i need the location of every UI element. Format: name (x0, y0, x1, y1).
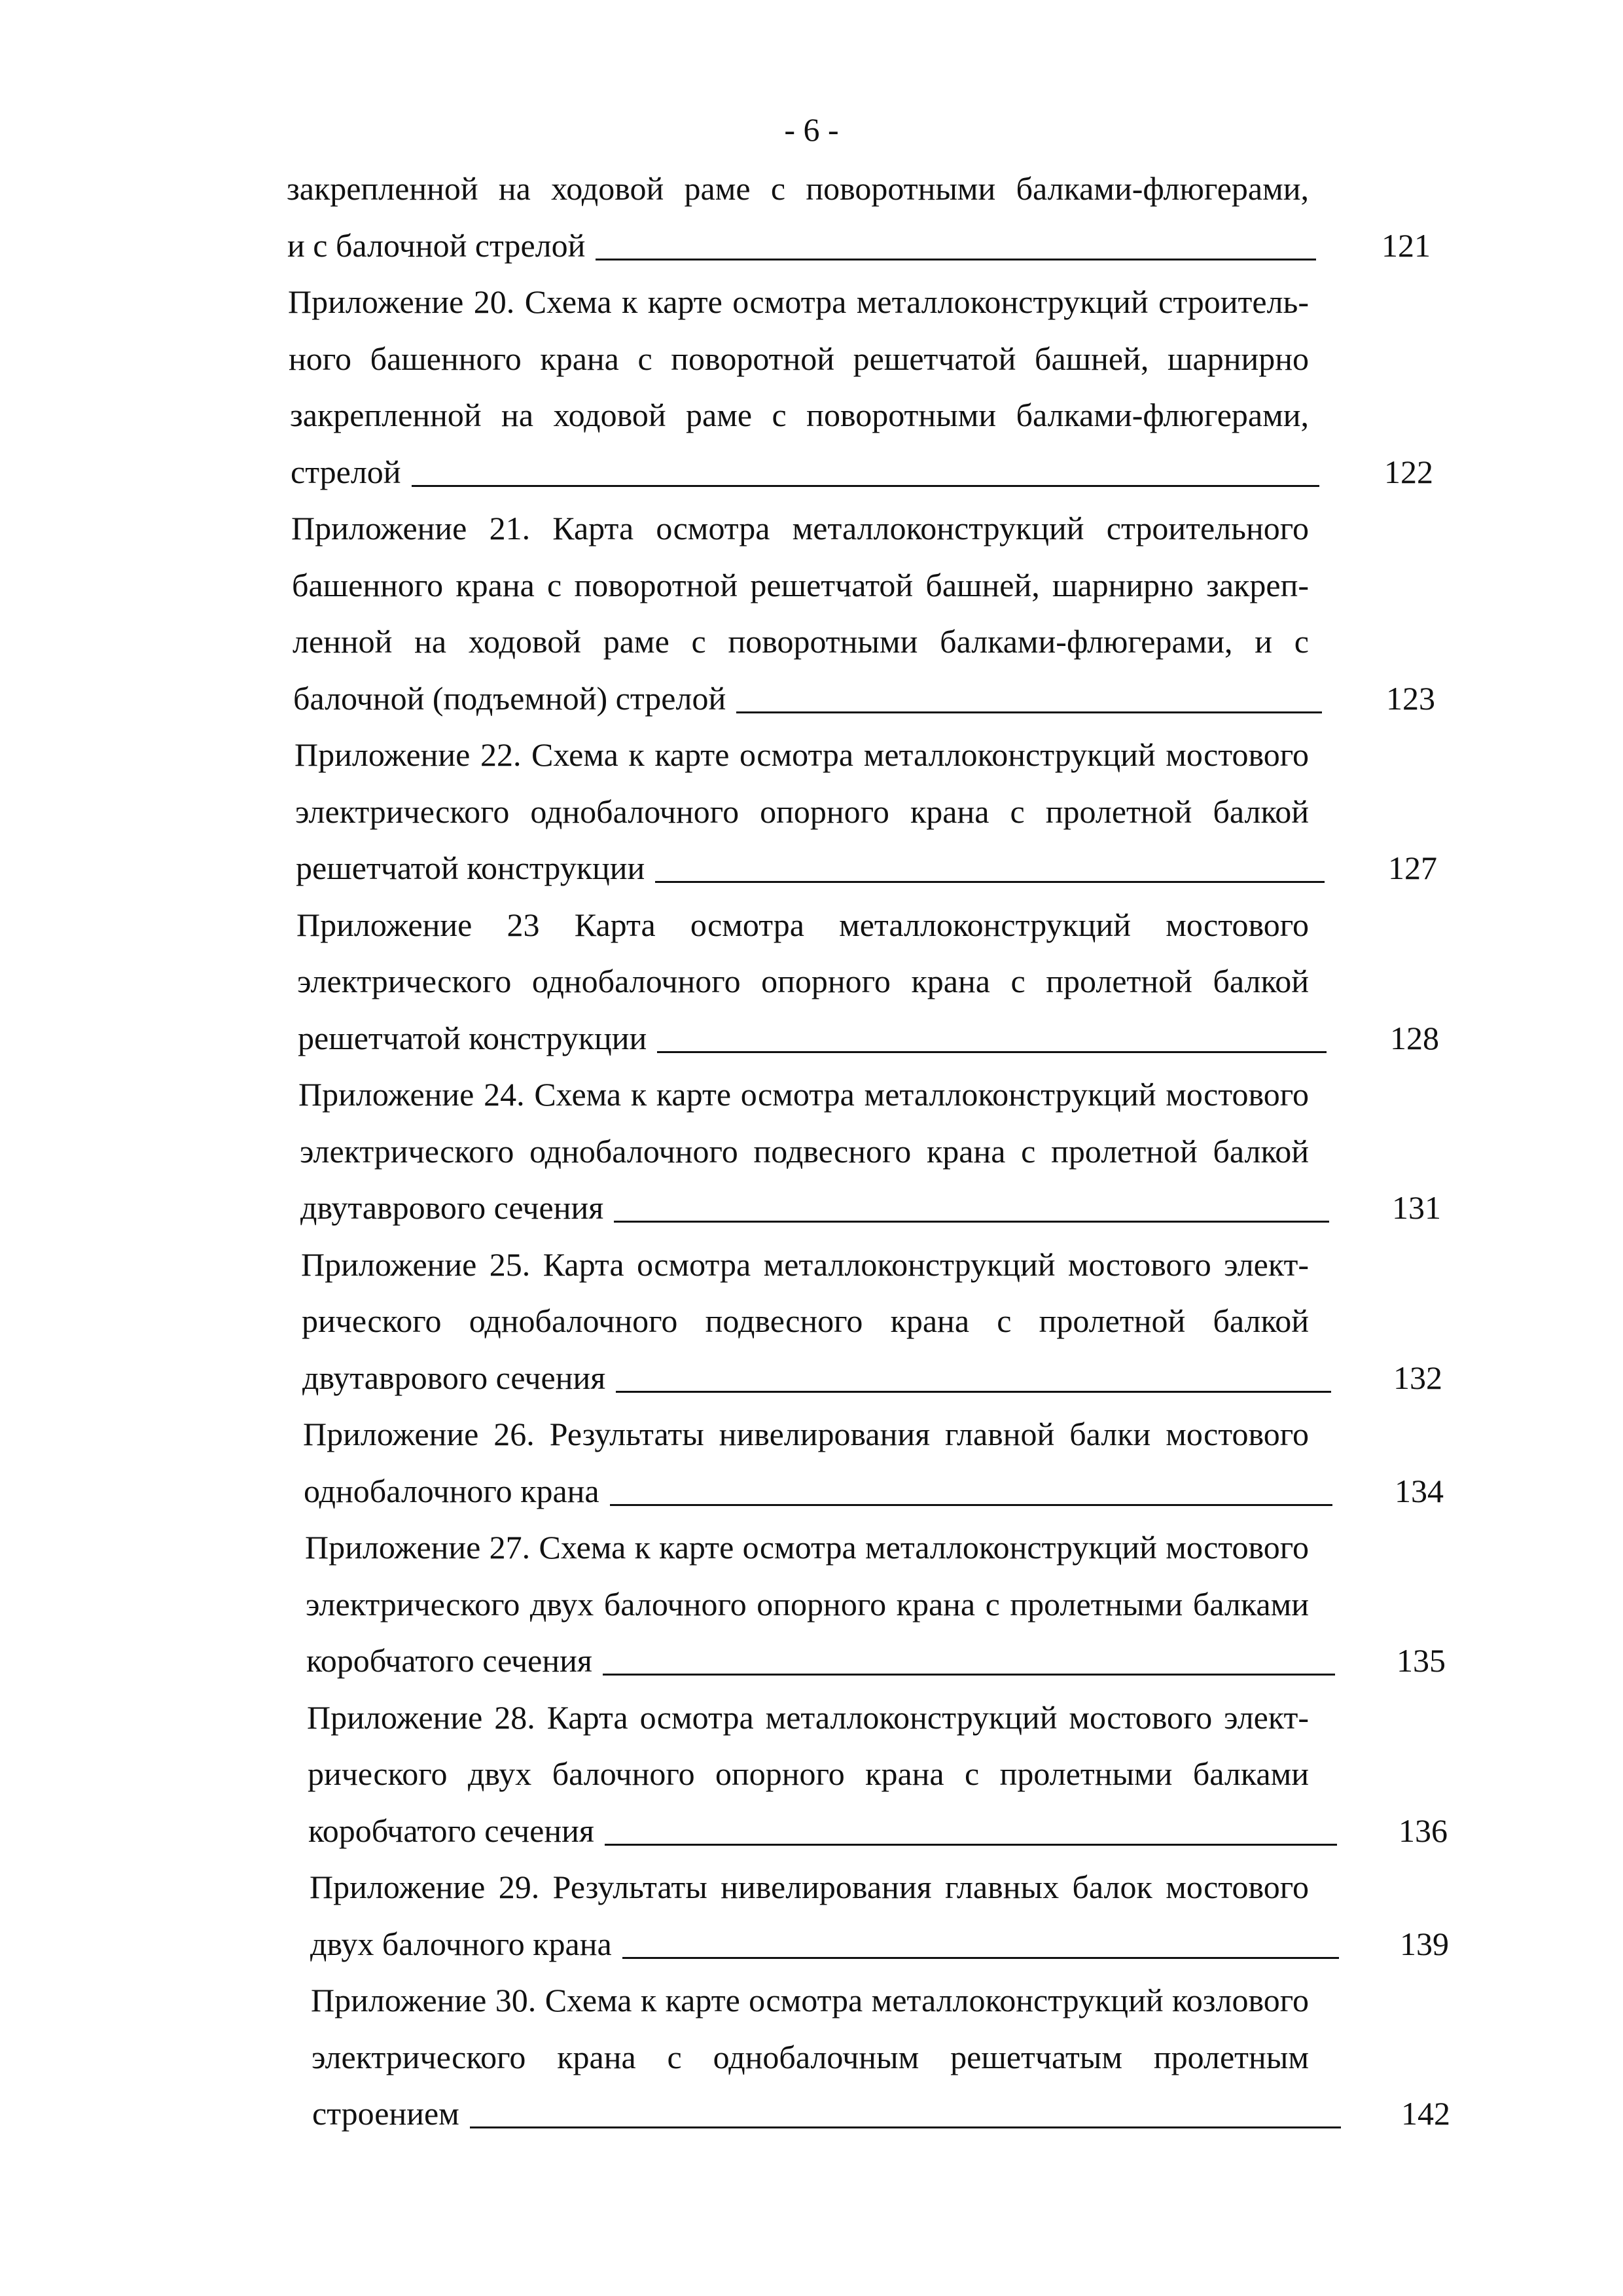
toc-line (301, 1245, 1309, 1284)
toc-line (303, 1414, 1309, 1454)
toc-line (294, 735, 1309, 774)
toc-line (296, 905, 1309, 944)
toc-line-text: Приложение 30. Схема к карте осмотра металлоконструкций козлового (311, 1982, 1309, 2018)
toc-line-text: электрического однобалочного опорного крана с пролетной балкой (297, 963, 1309, 999)
toc-line-text: однобалочного крана (304, 1473, 599, 1509)
toc-line (292, 565, 1309, 605)
toc-page-number: 132 (1393, 1359, 1442, 1396)
leader-line (603, 1674, 1335, 1676)
leader-line (610, 1504, 1333, 1506)
toc-line-text: коробчатого сечения (308, 1812, 594, 1849)
toc-line (312, 2037, 1309, 2077)
toc-page-number: 122 (1384, 454, 1433, 490)
toc-line-text: Приложение 26. Результаты нивелирования главной балки мостового (303, 1416, 1309, 1452)
toc-line-text: рического двух балочного опорного крана с пролетными балками (308, 1755, 1309, 1792)
toc-page-number: 131 (1392, 1189, 1441, 1226)
toc-page-number: 128 (1390, 1020, 1439, 1056)
leader-line (622, 1957, 1339, 1959)
toc-line-text: Приложение 24. Схема к карте осмотра металлоконструкций мостового (298, 1076, 1309, 1113)
toc-line-text: строением (312, 2095, 459, 2132)
toc-page-number: 123 (1386, 680, 1435, 717)
toc-page-number: 127 (1388, 850, 1437, 886)
toc-line-text: ленной на ходовой раме с поворотными балками-флюгерами, и с (293, 623, 1309, 660)
leader-line (412, 485, 1319, 487)
toc-line (308, 1754, 1309, 1793)
toc-line (298, 1075, 1309, 1114)
toc-line-text: Приложение 29. Результаты нивелирования главных балок мостового (310, 1869, 1309, 1905)
toc-line (300, 1188, 603, 1227)
toc-line (310, 1924, 612, 1964)
toc-line (311, 1981, 1309, 2020)
toc-line-text: Приложение 28. Карта осмотра металлоконструкций мостового элект- (307, 1699, 1309, 1736)
toc-line (304, 1471, 599, 1511)
toc-line-text: двутаврового сечения (300, 1189, 604, 1226)
leader-line (616, 1391, 1331, 1393)
toc-line-text: решетчатой конструкции (296, 850, 645, 886)
leader-line (605, 1844, 1337, 1846)
toc-line-text: Приложение 20. Схема к карте осмотра металлоконструкций строитель- (288, 283, 1309, 320)
toc-line (295, 792, 1309, 831)
toc-page-number: 134 (1395, 1473, 1444, 1509)
toc-line (288, 282, 1309, 321)
toc-line-text: и с балочной стрелой (287, 227, 586, 264)
toc-line-text: стрелой (291, 454, 401, 490)
leader-line (655, 881, 1324, 883)
leader-line (596, 259, 1316, 260)
toc-page-number: 139 (1400, 1926, 1449, 1962)
toc-line (306, 1585, 1309, 1624)
toc-line (312, 2094, 459, 2133)
toc-line-text: двух балочного крана (310, 1926, 612, 1962)
toc-line (291, 509, 1309, 548)
toc-line (293, 622, 1309, 661)
toc-line-text: закрепленной на ходовой раме с поворотными балками-флюгерами, (290, 397, 1309, 433)
toc-line-text: балочной (подъемной) стрелой (293, 680, 726, 717)
toc-page-number: 135 (1397, 1642, 1446, 1679)
toc-line-text: электрического двух балочного опорного крана с пролетными балками (306, 1586, 1309, 1623)
toc-line-text: Приложение 22. Схема к карте осмотра металлоконструкций мостового (294, 736, 1309, 773)
toc-line (308, 1811, 594, 1850)
toc-line (302, 1301, 1309, 1340)
toc-line (290, 395, 1309, 435)
toc-line-text: электрического однобалочного опорного крана с пролетной балкой (295, 793, 1309, 830)
toc-line (296, 848, 645, 888)
toc-line-text: Приложение 25. Карта осмотра металлоконструкций мостового элект- (301, 1246, 1309, 1283)
toc-line-text: электрического однобалочного подвесного крана с пролетной балкой (300, 1133, 1309, 1170)
leader-line (736, 711, 1322, 713)
toc-line (298, 1018, 647, 1058)
toc-line-text: Приложение 23 Карта осмотра металлоконструкций мостового (296, 906, 1309, 943)
leader-line (470, 2126, 1341, 2128)
toc-line-text: коробчатого сечения (306, 1642, 592, 1679)
toc-line (287, 226, 585, 265)
toc-line-text: Приложение 21. Карта осмотра металлоконструкций строительного (291, 510, 1309, 547)
toc-page-number: 136 (1399, 1812, 1448, 1849)
toc-line (310, 1867, 1309, 1907)
toc-line (291, 452, 401, 492)
leader-line (657, 1051, 1327, 1053)
toc-line-text: закрепленной на ходовой раме с поворотными балками-флюгерами, (287, 170, 1309, 207)
toc-line-text: рического однобалочного подвесного крана с пролетной балкой (302, 1302, 1309, 1339)
toc-line (293, 679, 726, 718)
toc-line-text: решетчатой конструкции (298, 1020, 647, 1056)
toc-line (306, 1641, 592, 1680)
leader-line (614, 1221, 1329, 1223)
page-number: - 6 - (784, 111, 839, 148)
toc-page-number: 121 (1382, 227, 1431, 264)
toc-line-text: башенного крана с поворотной решетчатой башней, шарнирно закреп- (292, 567, 1309, 603)
toc-line (300, 1132, 1309, 1171)
toc-line-text: Приложение 27. Схема к карте осмотра металлоконструкций мостового (305, 1529, 1309, 1566)
toc-line (307, 1698, 1309, 1737)
toc-line-text: электрического крана с однобалочным решетчатым пролетным (312, 2039, 1309, 2075)
toc-line (305, 1528, 1309, 1567)
toc-line (287, 169, 1309, 208)
toc-line (302, 1358, 605, 1397)
toc-line-text: ного башенного крана с поворотной решетчатой башней, шарнирно (289, 340, 1309, 377)
toc-line (289, 339, 1309, 378)
toc-line (297, 961, 1309, 1001)
toc-line-text: двутаврового сечения (302, 1359, 606, 1396)
toc-page-number: 142 (1401, 2095, 1450, 2132)
